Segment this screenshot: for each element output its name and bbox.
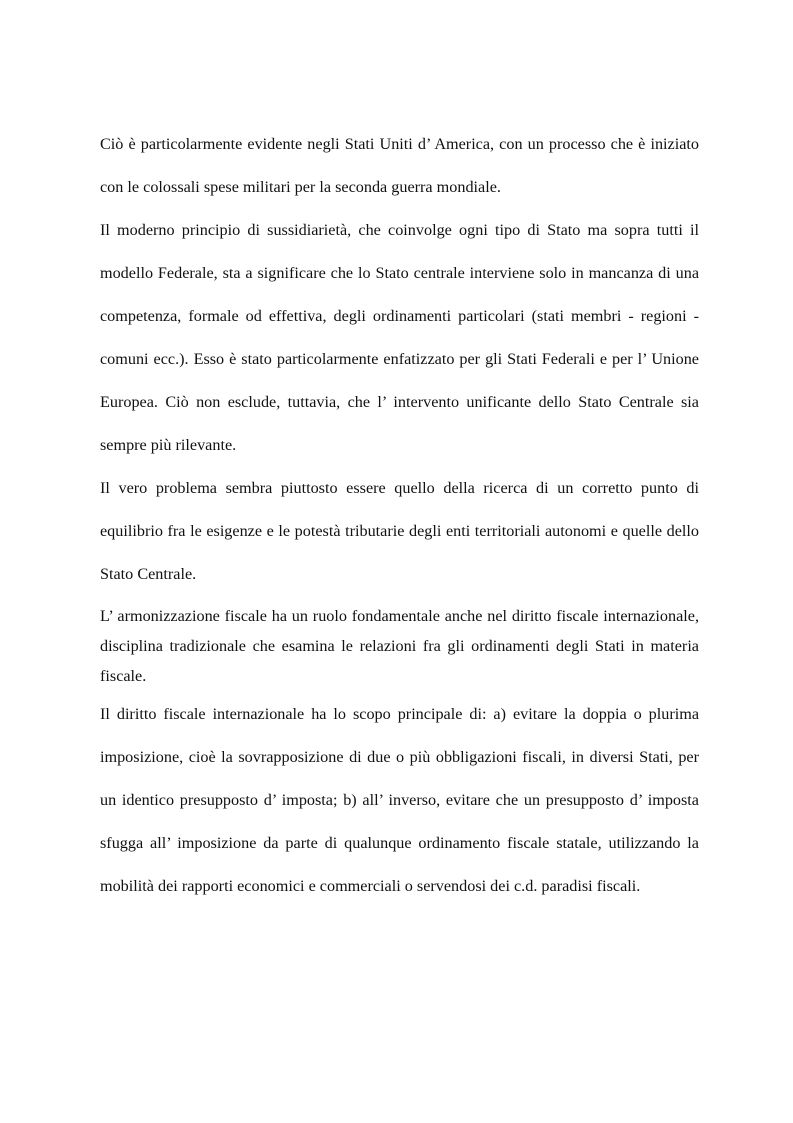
paragraph-vero-problema: Il vero problema sembra piuttosto essere quello della ricerca di un corretto punto di equilibrio fra le esigenze e le potestà tributarie degli enti territoriali autonomi e quelle dello Stato Centrale. bbox=[100, 479, 699, 583]
paragraph-stati-uniti: Ciò è particolarmente evidente negli Stati Uniti d’ America, con un processo che è iniziato con le colossali spese militari per la seconda guerra mondiale. bbox=[100, 135, 699, 196]
paragraph-principio-sussidiarieta: Il moderno principio di sussidiarietà, che coinvolge ogni tipo di Stato ma sopra tutti il modello Federale, sta a significare che lo Stato centrale interviene solo in mancanza di una competenza, formale od effettiva, degli ordinamenti particolari (stati membri - regioni - comuni ecc.). Esso è stato particolarmente enfatizzato per gli Stati Federali e per l’ Unione Europea. Ciò non esclude, tuttavia, che l’ intervento unificante dello Stato Centrale sia sempre più rilevante. bbox=[100, 221, 699, 454]
paragraph-armonizzazione-fiscale: L’ armonizzazione fiscale ha un ruolo fondamentale anche nel diritto fiscale internazionale, disciplina tradizionale che esamina le relazioni fra gli ordinamenti degli Stati in materia fiscale. bbox=[100, 607, 699, 685]
paragraph-diritto-fiscale-internazionale: Il diritto fiscale internazionale ha lo scopo principale di: a) evitare la doppia o plurima imposizione, cioè la sovrapposizione di due o più obbligazioni fiscali, in diversi Stati, per un identico presupposto d’ imposta; b) all’ inverso, evitare che un presupposto d’ imposta sfugga all’ imposizione da parte di qualunque ordinamento fiscale statale, utilizzando la mobilità dei rapporti economici e commerciali o servendosi dei c.d. paradisi fiscali. bbox=[100, 705, 699, 895]
